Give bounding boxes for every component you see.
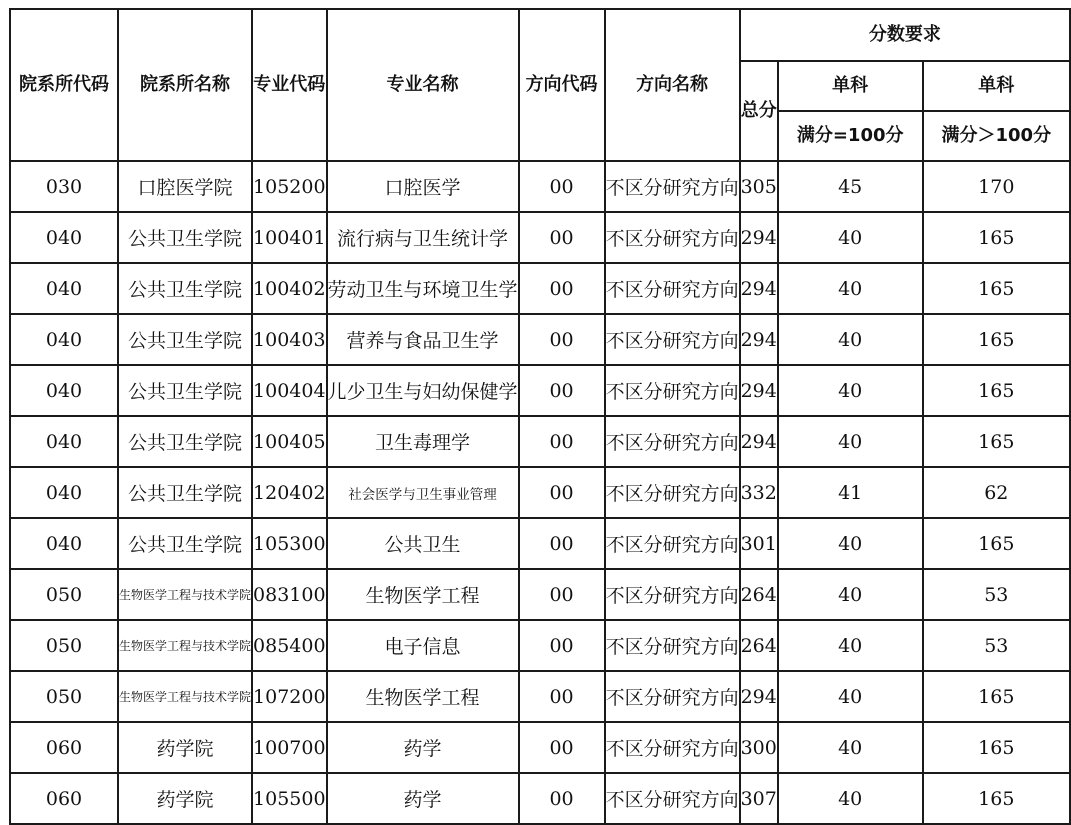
cell-major-code: 100404: [252, 365, 327, 416]
cell-major-code: 085400: [252, 620, 327, 671]
cell-direction-code: 00: [519, 518, 605, 569]
header-score-requirements: 分数要求: [740, 9, 1071, 61]
table-row: [10, 314, 1070, 365]
cell-total-score: 294: [740, 212, 778, 263]
cell-single-100: 40: [778, 365, 923, 416]
cell-direction-code: 00: [519, 467, 605, 518]
cell-major-code: 100403: [252, 314, 327, 365]
cell-major-name: 生物医学工程: [327, 569, 519, 620]
cell-major-code: 100402: [252, 263, 327, 314]
cell-single-gt100: 53: [923, 620, 1071, 671]
cell-total-score: 305: [740, 161, 778, 212]
cell-major-code: 105500: [252, 773, 327, 824]
cell-single-gt100: 165: [923, 212, 1071, 263]
cell-dept-name: 公共卫生学院: [118, 518, 252, 569]
cell-direction-code: 00: [519, 365, 605, 416]
cell-major-name: 生物医学工程: [327, 671, 519, 722]
cell-single-gt100: 165: [923, 365, 1071, 416]
cell-major-code: 120402: [252, 467, 327, 518]
table-row: [10, 263, 1070, 314]
cell-total-score: 294: [740, 671, 778, 722]
cell-total-score: 294: [740, 314, 778, 365]
cell-total-score: 264: [740, 620, 778, 671]
cell-direction-name: 不区分研究方向: [605, 365, 740, 416]
cell-dept-code: 060: [10, 722, 118, 773]
cell-dept-name: 公共卫生学院: [118, 365, 252, 416]
cell-dept-name: 公共卫生学院: [118, 416, 252, 467]
cell-major-name: 流行病与卫生统计学: [327, 212, 519, 263]
cell-dept-code: 050: [10, 620, 118, 671]
cell-single-gt100: 170: [923, 161, 1071, 212]
cell-single-100: 40: [778, 620, 923, 671]
header-major-name: 专业名称: [327, 9, 519, 161]
cell-dept-name: 公共卫生学院: [118, 314, 252, 365]
cell-dept-name: 药学院: [118, 773, 252, 824]
cell-direction-name: 不区分研究方向: [605, 467, 740, 518]
cell-major-name: 药学: [327, 773, 519, 824]
cell-direction-code: 00: [519, 620, 605, 671]
table-row: [10, 365, 1070, 416]
header-direction-name: 方向名称: [605, 9, 740, 161]
cell-direction-name: 不区分研究方向: [605, 212, 740, 263]
cell-single-100: 45: [778, 161, 923, 212]
cell-direction-name: 不区分研究方向: [605, 263, 740, 314]
header-direction-code: 方向代码: [519, 9, 605, 161]
cell-direction-name: 不区分研究方向: [605, 722, 740, 773]
cell-major-name: 社会医学与卫生事业管理: [327, 467, 519, 518]
cell-single-100: 40: [778, 416, 923, 467]
cell-total-score: 264: [740, 569, 778, 620]
header-major-code: 专业代码: [252, 9, 327, 161]
cell-direction-name: 不区分研究方向: [605, 518, 740, 569]
cell-single-gt100: 165: [923, 314, 1071, 365]
cell-single-100: 40: [778, 773, 923, 824]
cell-dept-name: 口腔医学院: [118, 161, 252, 212]
cell-direction-name: 不区分研究方向: [605, 620, 740, 671]
cell-direction-name: 不区分研究方向: [605, 314, 740, 365]
cell-dept-name: 药学院: [118, 722, 252, 773]
cell-total-score: 307: [740, 773, 778, 824]
cell-single-100: 40: [778, 671, 923, 722]
table-row: [10, 569, 1070, 620]
cell-direction-code: 00: [519, 722, 605, 773]
cell-single-gt100: 165: [923, 263, 1071, 314]
cell-dept-name: 公共卫生学院: [118, 212, 252, 263]
cell-single-100: 40: [778, 722, 923, 773]
cell-major-code: 107200: [252, 671, 327, 722]
header-full-score-gt100: 满分＞100分: [923, 111, 1071, 161]
cell-single-gt100: 165: [923, 773, 1071, 824]
cell-single-100: 41: [778, 467, 923, 518]
cell-major-name: 口腔医学: [327, 161, 519, 212]
cell-total-score: 300: [740, 722, 778, 773]
cell-major-name: 营养与食品卫生学: [327, 314, 519, 365]
cell-dept-code: 040: [10, 467, 118, 518]
score-requirements-table: [9, 8, 1071, 825]
cell-major-code: 100700: [252, 722, 327, 773]
cell-total-score: 332: [740, 467, 778, 518]
cell-direction-code: 00: [519, 212, 605, 263]
cell-major-code: 100405: [252, 416, 327, 467]
cell-dept-code: 040: [10, 263, 118, 314]
cell-major-name: 儿少卫生与妇幼保健学: [327, 365, 519, 416]
cell-major-name: 卫生毒理学: [327, 416, 519, 467]
table-row: [10, 416, 1070, 467]
table-row: [10, 518, 1070, 569]
cell-single-gt100: 165: [923, 722, 1071, 773]
cell-total-score: 301: [740, 518, 778, 569]
cell-major-code: 100401: [252, 212, 327, 263]
table-row: [10, 161, 1070, 212]
header-total-score: 总分: [740, 61, 778, 161]
cell-major-code: 105300: [252, 518, 327, 569]
cell-total-score: 294: [740, 416, 778, 467]
cell-direction-code: 00: [519, 416, 605, 467]
cell-dept-name: 生物医学工程与技术学院: [118, 671, 252, 722]
cell-direction-code: 00: [519, 161, 605, 212]
table-row: [10, 722, 1070, 773]
cell-dept-code: 040: [10, 212, 118, 263]
cell-major-name: 公共卫生: [327, 518, 519, 569]
cell-direction-name: 不区分研究方向: [605, 569, 740, 620]
cell-major-name: 电子信息: [327, 620, 519, 671]
cell-single-gt100: 165: [923, 416, 1071, 467]
cell-major-name: 药学: [327, 722, 519, 773]
cell-single-100: 40: [778, 263, 923, 314]
cell-dept-code: 040: [10, 416, 118, 467]
cell-direction-code: 00: [519, 671, 605, 722]
cell-dept-name: 公共卫生学院: [118, 467, 252, 518]
cell-direction-code: 00: [519, 569, 605, 620]
header-single-subject-gt100: 单科: [923, 61, 1071, 111]
cell-total-score: 294: [740, 263, 778, 314]
cell-direction-name: 不区分研究方向: [605, 161, 740, 212]
cell-direction-name: 不区分研究方向: [605, 773, 740, 824]
cell-major-name: 劳动卫生与环境卫生学: [327, 263, 519, 314]
table-row: [10, 467, 1070, 518]
cell-single-gt100: 53: [923, 569, 1071, 620]
cell-direction-code: 00: [519, 263, 605, 314]
cell-single-100: 40: [778, 314, 923, 365]
cell-single-100: 40: [778, 569, 923, 620]
cell-single-gt100: 165: [923, 671, 1071, 722]
table-row: [10, 671, 1070, 722]
cell-single-gt100: 62: [923, 467, 1071, 518]
header-single-subject-100: 单科: [778, 61, 923, 111]
cell-major-code: 083100: [252, 569, 327, 620]
cell-dept-name: 公共卫生学院: [118, 263, 252, 314]
cell-direction-code: 00: [519, 773, 605, 824]
header-full-score-100: 满分=100分: [778, 111, 923, 161]
cell-dept-code: 030: [10, 161, 118, 212]
table-row: [10, 773, 1070, 824]
header-dept-name: 院系所名称: [118, 9, 252, 161]
cell-dept-code: 040: [10, 314, 118, 365]
cell-dept-code: 060: [10, 773, 118, 824]
cell-direction-name: 不区分研究方向: [605, 671, 740, 722]
cell-dept-code: 040: [10, 518, 118, 569]
cell-dept-name: 生物医学工程与技术学院: [118, 620, 252, 671]
cell-single-gt100: 165: [923, 518, 1071, 569]
cell-dept-name: 生物医学工程与技术学院: [118, 569, 252, 620]
cell-single-100: 40: [778, 518, 923, 569]
cell-direction-code: 00: [519, 314, 605, 365]
cell-total-score: 294: [740, 365, 778, 416]
cell-dept-code: 050: [10, 671, 118, 722]
cell-single-100: 40: [778, 212, 923, 263]
table-row: [10, 620, 1070, 671]
cell-dept-code: 040: [10, 365, 118, 416]
cell-major-code: 105200: [252, 161, 327, 212]
cell-dept-code: 050: [10, 569, 118, 620]
header-dept-code: 院系所代码: [10, 9, 118, 161]
table-row: [10, 212, 1070, 263]
cell-direction-name: 不区分研究方向: [605, 416, 740, 467]
